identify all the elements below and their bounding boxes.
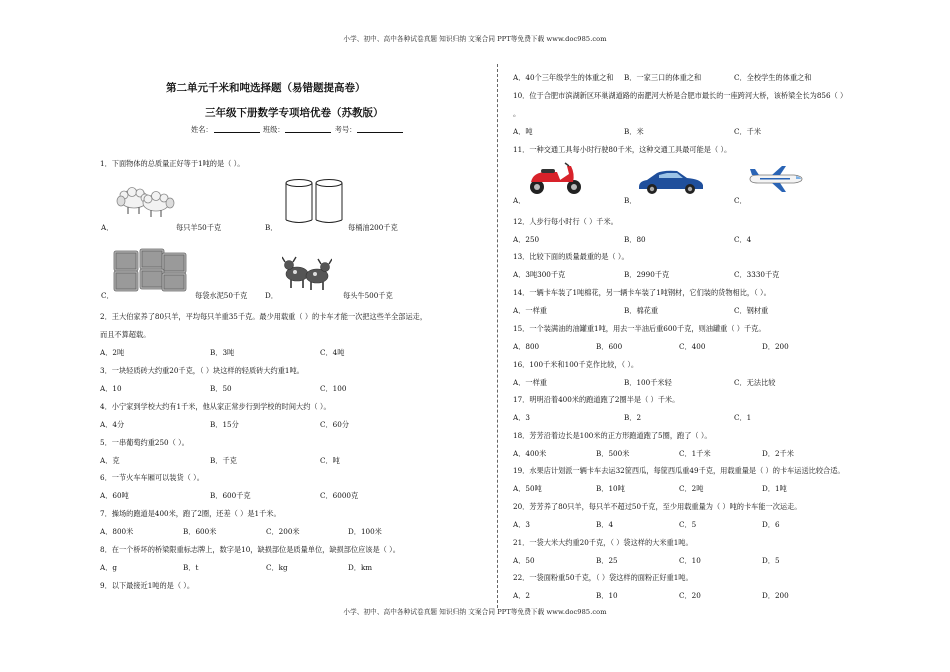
q3-stem: 3．一块轻质砖大约重20千克，（ ）块这样的轻质砖大约重1吨。 — [100, 366, 304, 375]
q12-stem: 12．人步行每小时行（ ）千米。 — [513, 217, 618, 226]
q9-option-a: A．40个三年级学生的体重之和 — [513, 73, 614, 82]
q14-option-b: B．棉花重 — [624, 306, 659, 315]
q21-option-b: B．25 — [596, 556, 618, 565]
q17-option-c: C．1 — [734, 413, 752, 422]
q14-option-a: A．一样重 — [513, 306, 547, 315]
q8-option-a: A．g — [100, 563, 117, 572]
q18-option-b: B．500米 — [596, 449, 630, 458]
q18-option-a: A．400米 — [513, 449, 547, 458]
barrel-icon — [283, 178, 345, 226]
q10-stem-line1: 10．位于合肥市滨湖新区环巢湖道路的南淝河大桥是合肥市最长的一座跨河大桥，该桥梁全长为856（ ） — [513, 91, 848, 100]
q9-option-c: C．全校学生的体重之和 — [734, 73, 812, 82]
scooter-icon — [527, 160, 585, 196]
q20-stem: 20．芳芳养了80只羊，每只羊不超过50千克，至少用载重量为（ ）吨的卡车能一次运走。 — [513, 502, 802, 511]
q17-option-b: B．2 — [624, 413, 642, 422]
q1-option-a: A． — [101, 223, 114, 232]
q8-stem: 8．在一个桥坏的桥梁限重标志牌上，数字是10，缺损部位是质量单位，缺损部位应该是（ ）。 — [100, 545, 400, 554]
car-icon — [637, 167, 705, 197]
q10-stem-line2: 。 — [513, 109, 521, 118]
q2-option-a: A．2吨 — [100, 348, 125, 357]
q19-option-b: B．10吨 — [596, 484, 625, 493]
q20-option-a: A．3 — [513, 520, 530, 529]
q3-option-a: A．10 — [100, 384, 122, 393]
q13-option-a: A．3吨300千克 — [513, 270, 566, 279]
q12-option-b: B．80 — [624, 235, 646, 244]
q7-option-c: C．200米 — [266, 527, 300, 536]
q2-option-b: B．3吨 — [210, 348, 235, 357]
q19-option-d: D．1吨 — [762, 484, 787, 493]
q16-option-c: C．无法比较 — [734, 378, 776, 387]
q14-option-c: C．钢材重 — [734, 306, 769, 315]
q10-option-c: C．千米 — [734, 127, 762, 136]
q1-option-d-caption: 每头牛500千克 — [343, 291, 393, 300]
q8-option-d: D．km — [348, 563, 373, 572]
q12-option-a: A．250 — [513, 235, 540, 244]
q17-option-a: A．3 — [513, 413, 530, 422]
exam-no-blank — [357, 126, 403, 133]
q10-option-b: B．米 — [624, 127, 644, 136]
q17-stem: 17．明明沿着400米的跑道跑了2圈半是（ ）千米。 — [513, 395, 680, 404]
q7-option-a: A．800米 — [100, 527, 134, 536]
q4-option-b: B．15分 — [210, 420, 239, 429]
page-footer: 小学、初中、高中各种试卷真题 知识归纳 文案合同 PPT等免费下载 www.doc985.com — [343, 608, 607, 616]
q15-option-a: A．800 — [513, 342, 540, 351]
airplane-icon — [746, 165, 804, 193]
q14-stem: 14．一辆卡车装了1吨棉花，另一辆卡车装了1吨钢材，它们装的货物相比，（ ）。 — [513, 288, 771, 297]
q18-option-c: C．1千米 — [679, 449, 711, 458]
column-divider — [497, 64, 498, 608]
q19-option-c: C．2吨 — [679, 484, 704, 493]
q19-stem: 19．水果店计划派一辆卡车去运32筐西瓜，每筐西瓜重49千克，用载重量是（ ）的卡车运送比较合适。 — [513, 466, 845, 475]
page-header: 小学、初中、高中各种试卷真题 知识归纳 文案合同 PPT等免费下载 www.doc985.com — [343, 35, 607, 43]
q11-stem: 11．一种交通工具每小时行驶80千米，这种交通工具最可能是（ ）。 — [513, 145, 732, 154]
q13-stem: 13．比较下面的质量最重的是（ ）。 — [513, 252, 629, 261]
q1-option-c-caption: 每袋水泥50千克 — [195, 291, 248, 300]
q20-option-b: B．4 — [596, 520, 614, 529]
q21-option-a: A．50 — [513, 556, 535, 565]
page-title: 第二单元千米和吨选择题（易错题提高卷） — [166, 82, 366, 94]
q20-option-c: C．5 — [679, 520, 697, 529]
q1-option-d: D． — [265, 291, 278, 300]
q6-stem: 6．一节火车车厢可以装货（ ）。 — [100, 473, 204, 482]
q3-option-b: B．50 — [210, 384, 232, 393]
q1-option-b-caption: 每桶油200千克 — [348, 223, 398, 232]
class-blank — [285, 126, 331, 133]
exam-no-label: 考号： — [334, 125, 357, 134]
q18-stem: 18．芳芳沿着边长是100米的正方形跑道跑了5圈，跑了（ ）。 — [513, 431, 712, 440]
q5-option-b: B．千克 — [210, 456, 237, 465]
q16-stem: 16．100千米和100千克作比较，（ ）。 — [513, 360, 639, 369]
q1-option-c: C． — [101, 291, 114, 300]
q6-option-a: A．60吨 — [100, 491, 129, 500]
q12-option-c: C．4 — [734, 235, 752, 244]
sheep-icon — [112, 181, 178, 221]
q1-stem: 1．下面物体的总质量正好等于1吨的是（ ）。 — [100, 159, 245, 168]
q11-option-b: B． — [624, 196, 637, 205]
q9-stem: 9．以下最接近1吨的是（ ）。 — [100, 581, 195, 590]
name-label: 姓名： — [191, 125, 213, 134]
q8-option-b: B．t — [183, 563, 199, 572]
q15-option-c: C．400 — [679, 342, 706, 351]
name-blank — [214, 126, 260, 133]
q5-option-c: C．吨 — [320, 456, 340, 465]
q7-option-d: D．100米 — [348, 527, 382, 536]
q5-option-a: A．克 — [100, 456, 120, 465]
q16-option-a: A．一样重 — [513, 378, 547, 387]
q20-option-d: D．6 — [762, 520, 780, 529]
q5-stem: 5．一串葡萄约重250（ ）。 — [100, 438, 189, 447]
q1-option-b: B． — [265, 223, 278, 232]
q1-option-a-caption: 每只羊50千克 — [176, 223, 222, 232]
q2-stem-line1: 2．王大伯家养了80只羊，平均每只羊重35千克。最少用载重（ ）的卡车才能一次把这些羊全部运走， — [100, 312, 428, 321]
q18-option-d: D．2千米 — [762, 449, 794, 458]
q4-stem: 4．小宁家到学校大约有1千米，他从家正常步行到学校的时间大约（ ）。 — [100, 402, 331, 411]
q21-option-d: D．5 — [762, 556, 780, 565]
q6-option-b: B．600千克 — [210, 491, 251, 500]
q6-option-c: C．6000克 — [320, 491, 359, 500]
q11-option-a: A． — [513, 196, 526, 205]
q22-option-d: D．200 — [762, 591, 789, 600]
q19-option-a: A．50吨 — [513, 484, 542, 493]
q4-option-a: A．4分 — [100, 420, 125, 429]
q22-option-c: C．20 — [679, 591, 701, 600]
q15-option-b: B．600 — [596, 342, 623, 351]
q2-stem-line2: 而且不算超载。 — [100, 330, 151, 339]
q15-stem: 15．一个装满油的油罐重1吨，用去一半油后重600千克，则油罐重（ ）千克。 — [513, 324, 766, 333]
q22-stem: 22．一袋面粉重50千克，（ ）袋这样的面粉正好重1吨。 — [513, 573, 693, 582]
q16-option-b: B．100千米轻 — [624, 378, 672, 387]
q7-option-b: B．600米 — [183, 527, 217, 536]
student-info-line — [191, 126, 404, 133]
q22-option-a: A．2 — [513, 591, 530, 600]
q13-option-b: B．2990千克 — [624, 270, 670, 279]
q13-option-c: C．3330千克 — [734, 270, 780, 279]
page-subtitle: 三年级下册数学专项培优卷（苏教版） — [205, 107, 384, 119]
q9-option-b: B．一家三口的体重之和 — [624, 73, 702, 82]
q15-option-d: D．200 — [762, 342, 789, 351]
cow-icon — [282, 254, 332, 294]
q4-option-c: C．60分 — [320, 420, 350, 429]
q2-option-c: C．4吨 — [320, 348, 345, 357]
q10-option-a: A．吨 — [513, 127, 533, 136]
cement-bag-icon — [112, 247, 188, 293]
q21-stem: 21．一袋大米大约重20千克，（ ）袋这样的大米重1吨。 — [513, 538, 693, 547]
q7-stem: 7．操场的跑道是400米，跑了2圈，还差（ ）是1千米。 — [100, 509, 281, 518]
q22-option-b: B．10 — [596, 591, 618, 600]
q21-option-c: C．10 — [679, 556, 701, 565]
q11-option-c: C． — [734, 196, 747, 205]
class-label: 班级： — [262, 125, 285, 134]
q8-option-c: C．kg — [266, 563, 288, 572]
q3-option-c: C．100 — [320, 384, 347, 393]
